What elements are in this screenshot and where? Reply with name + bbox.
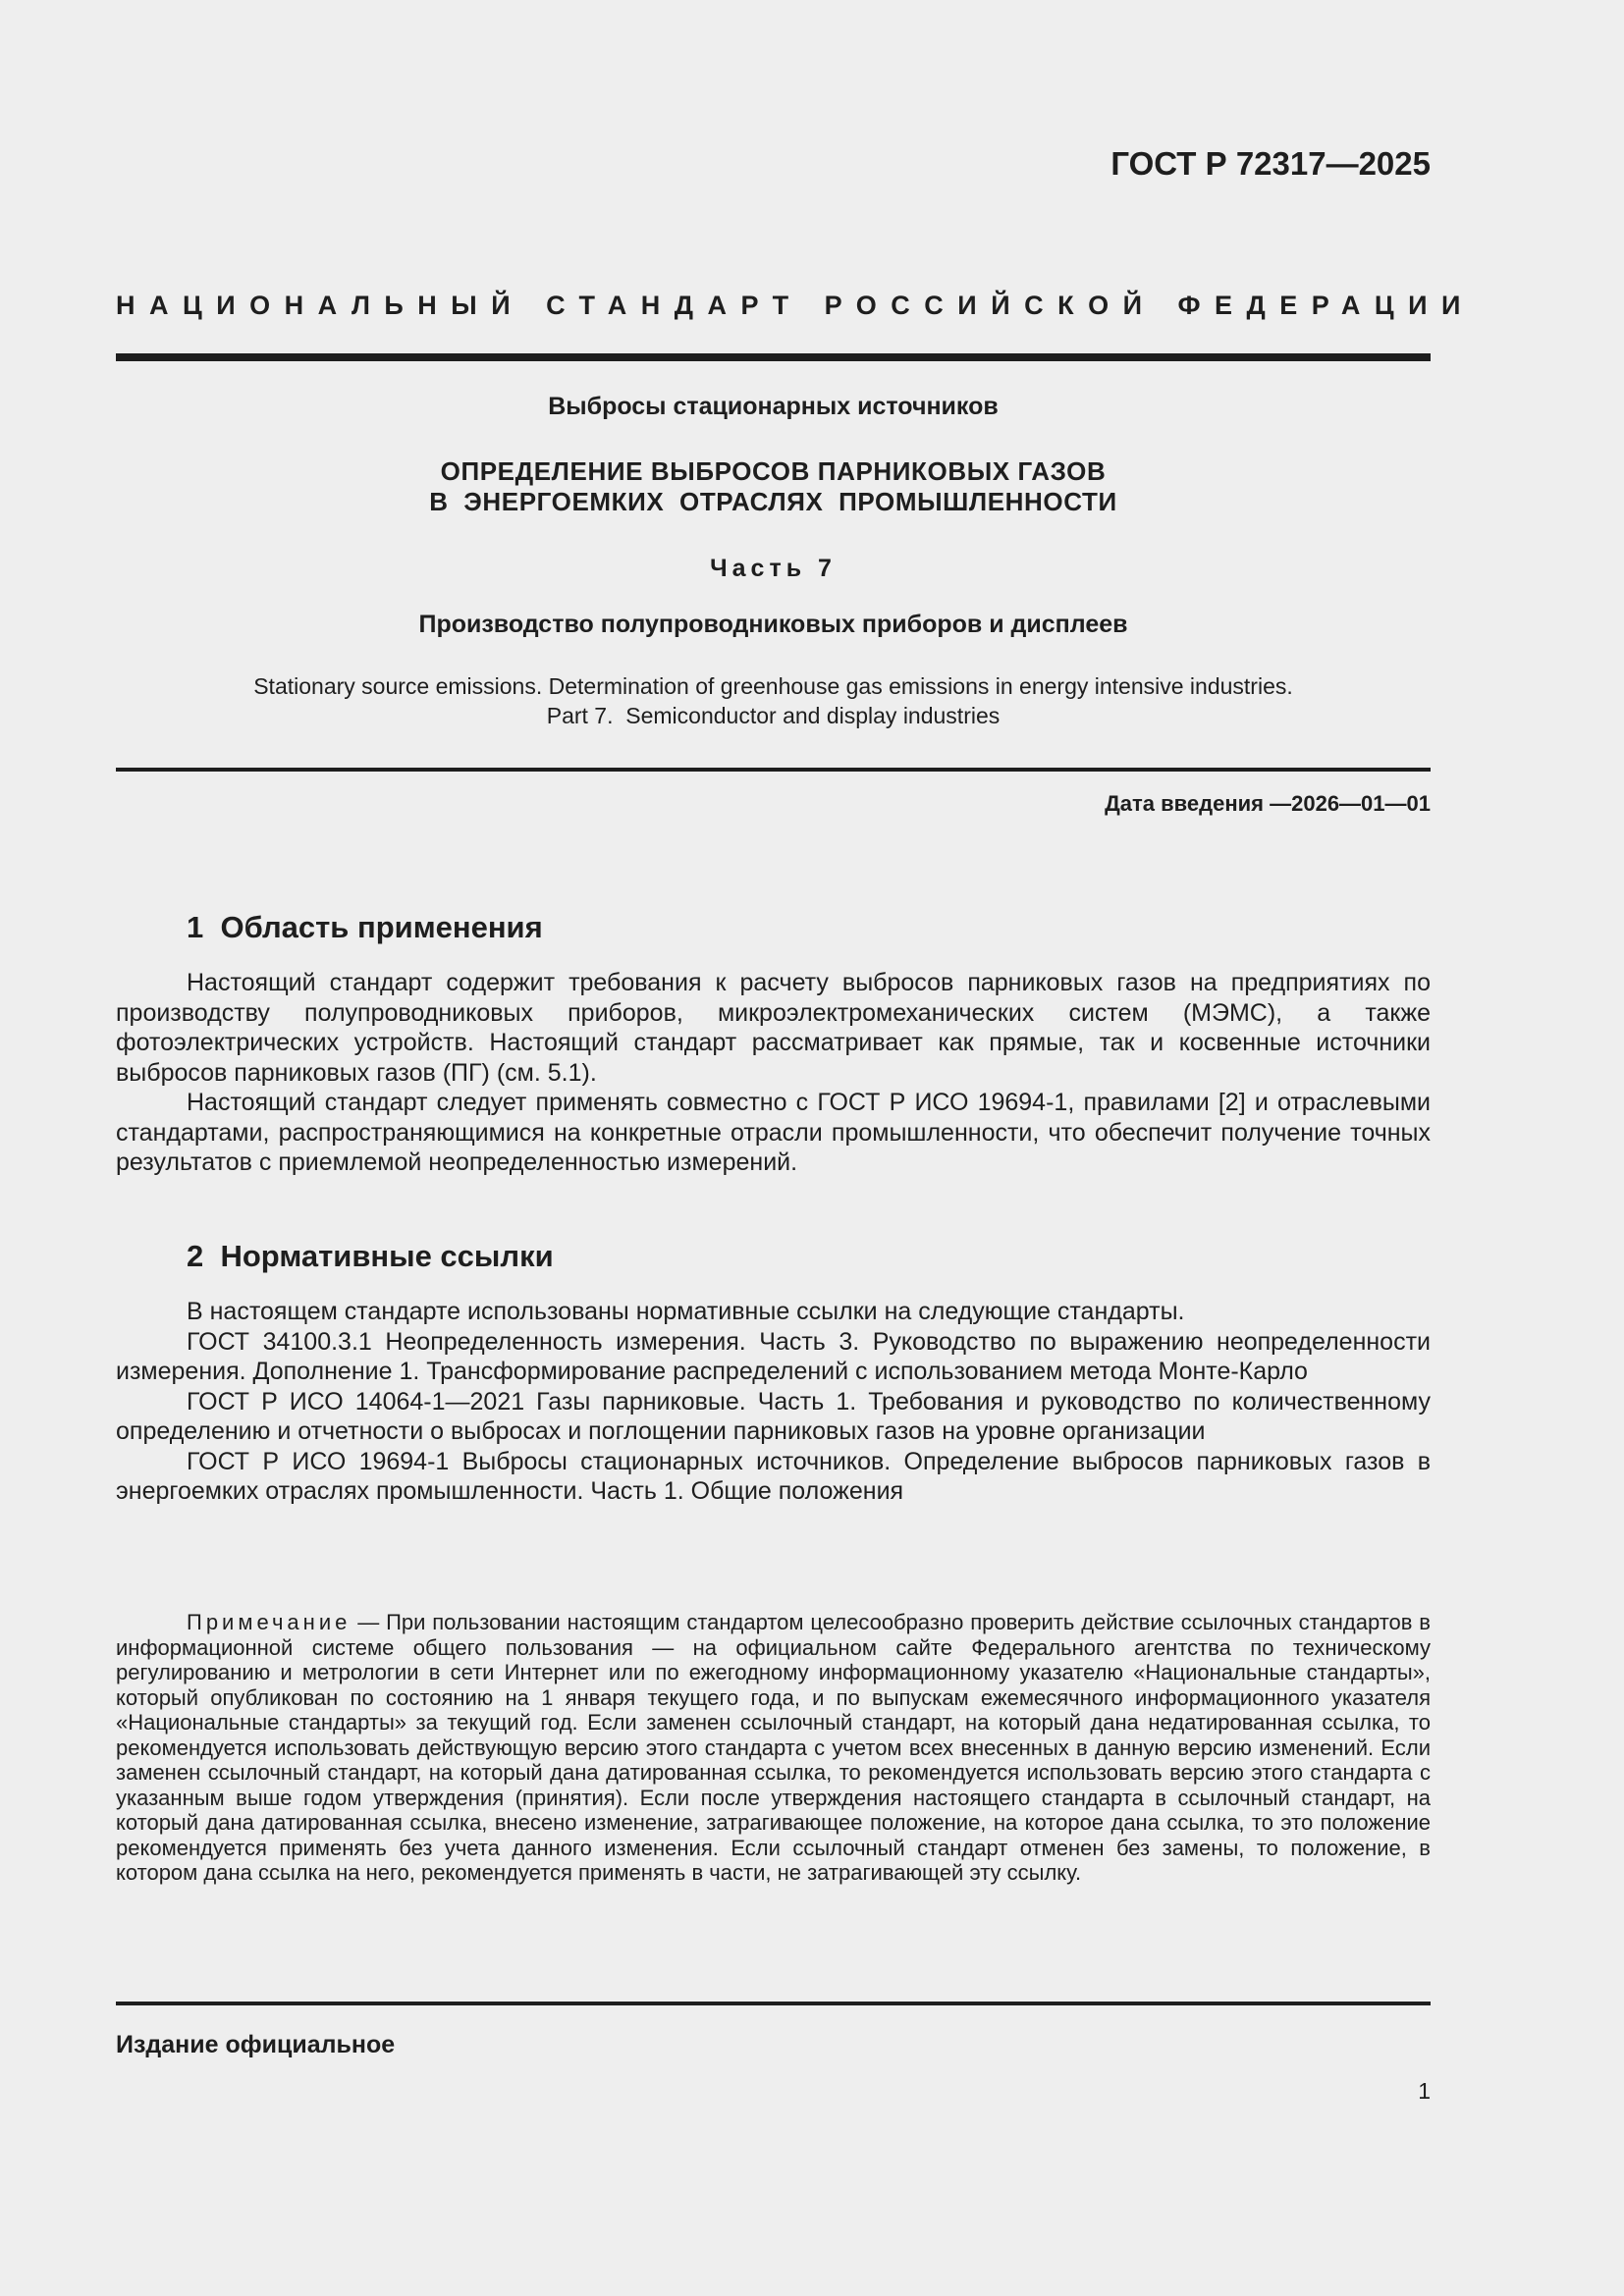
footer-divider bbox=[116, 2002, 1431, 2005]
introduction-date: Дата введения —2026—01—01 bbox=[1105, 791, 1431, 816]
reference-item: ГОСТ Р ИСО 19694-1 Выбросы стационарных источников. Определение выбросов парниковых газов в энергоемких отраслях промышленности. Часть 1. Общие положения bbox=[116, 1447, 1431, 1505]
note-label: Примечание bbox=[187, 1610, 352, 1634]
section-1-body bbox=[116, 968, 1431, 1178]
page-number: 1 bbox=[1418, 2078, 1431, 2104]
english-title bbox=[116, 671, 1431, 730]
title-divider bbox=[116, 768, 1431, 772]
note-paragraph bbox=[116, 1610, 1431, 1886]
section-1-paragraph: Настоящий стандарт содержит требования к расчету выбросов парниковых газов на предприятиях по производству полупроводниковых приборов, микроэлектромеханических систем (МЭМС), а также фотоэлектрических устройств. Настоящий стандарт рассматривает как прямые, так и косвенные источники выбросов парниковых газов (ПГ) (см. 5.1). bbox=[116, 969, 1431, 1087]
national-standard-heading: НАЦИОНАЛЬНЫЙ СТАНДАРТ РОССИЙСКОЙ ФЕДЕРАЦИИ bbox=[116, 291, 1475, 320]
title-line-2: В ЭНЕРГОЕМКИХ ОТРАСЛЯХ ПРОМЫШЛЕННОСТИ bbox=[429, 487, 1117, 516]
reference-item: ГОСТ 34100.3.1 Неопределенность измерения. Часть 3. Руководство по выражению неопределенности измерения. Дополнение 1. Трансформирование распределений с использованием метода Монте-Карло bbox=[116, 1327, 1431, 1385]
thick-divider bbox=[116, 353, 1431, 361]
part-title: Производство полупроводниковых приборов и дисплеев bbox=[418, 611, 1128, 638]
document-title bbox=[116, 456, 1431, 517]
gost-number: ГОСТ Р 72317—2025 bbox=[1110, 145, 1431, 182]
title-line-1: ОПРЕДЕЛЕНИЕ ВЫБРОСОВ ПАРНИКОВЫХ ГАЗОВ bbox=[440, 456, 1107, 486]
part-number: Часть 7 bbox=[710, 555, 837, 582]
official-edition: Издание официальное bbox=[116, 2031, 396, 2058]
section-1-heading: 1 Область применения bbox=[187, 910, 543, 944]
reference-item: ГОСТ Р ИСО 14064-1—2021 Газы парниковые. Часть 1. Требования и руководство по количественному определению и отчетности о выбросах и поглощении парниковых газов на уровне организации bbox=[116, 1387, 1431, 1445]
english-title-line-2: Part 7. Semiconductor and display industries bbox=[546, 703, 1001, 728]
section-2-body bbox=[116, 1297, 1431, 1507]
note-block bbox=[116, 1610, 1431, 1886]
english-title-line-1: Stationary source emissions. Determination of greenhouse gas emissions in energy intensive industries. bbox=[253, 673, 1293, 699]
section-2-heading: 2 Нормативные ссылки bbox=[187, 1239, 554, 1273]
note-text: — При пользовании настоящим стандартом целесообразно проверить действие ссылочных стандартов в информационной системе общего пользования — на официальном сайте Федерального агентства по техническому регулированию и метрологии в сети Интернет или по ежегодному информационному указателю «Национальные стандарты», который опубликован по состоянию на 1 января текущего года, и по выпускам ежемесячного информационного указателя «Национальные стандарты» за текущий год. Если заменен ссылочный стандарт, на который дана недатированная ссылка, то рекомендуется использовать действующую версию этого стандарта с учетом всех внесенных в данную версию изменений. Если заменен ссылочный стандарт, на который дана датированная ссылка, то рекомендуется использовать версию этого стандарта с указанным выше годом утверждения (принятия). Если после утверждения настоящего стандарта в ссылочный стандарт, на который дана датированная ссылка, внесено изменение, затрагивающее положение, на которое дана ссылка, то это положение рекомендуется применять без учета данного изменения. Если ссылочный стандарт отменен без замены, то положение, в котором дана ссылка на него, рекомендуется применять в части, не затрагивающей эту ссылку. bbox=[116, 1610, 1431, 1885]
section-1-paragraph: Настоящий стандарт следует применять совместно с ГОСТ Р ИСО 19694-1, правилами [2] и отраслевыми стандартами, распространяющимися на конкретные отрасли промышленности, что обеспечит получение точных результатов с приемлемой неопределенностью измерений. bbox=[116, 1089, 1431, 1176]
section-2-paragraph: В настоящем стандарте использованы нормативные ссылки на следующие стандарты. bbox=[187, 1298, 1185, 1325]
document-subtitle: Выбросы стационарных источников bbox=[548, 393, 999, 420]
